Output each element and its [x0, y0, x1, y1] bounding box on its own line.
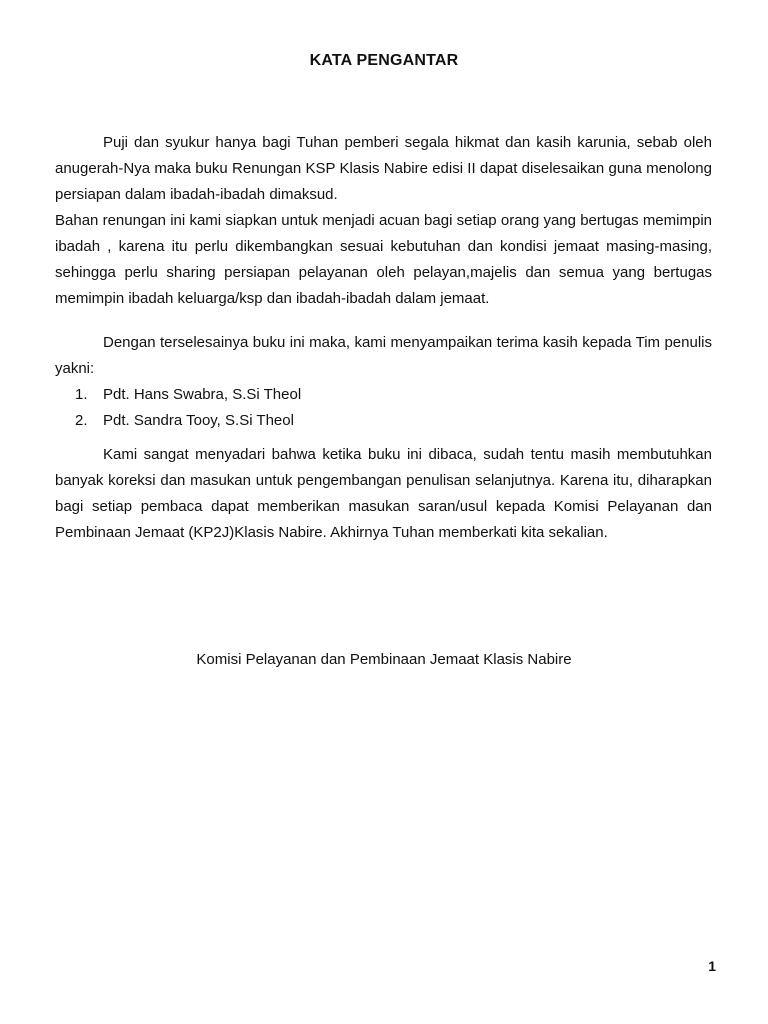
- page-number: 1: [708, 958, 716, 974]
- document-body: [55, 130, 712, 546]
- page-title: KATA PENGANTAR: [309, 52, 459, 69]
- list-item-name: Pdt. Sandra Tooy, S.Si Theol: [103, 412, 294, 429]
- list-item-name: Pdt. Hans Swabra, S.Si Theol: [103, 386, 302, 403]
- paragraph-thanks: Dengan terselesainya buku ini maka, kami menyampaikan terima kasih kepada Tim penulis yakni:: [55, 334, 712, 377]
- list-item-number: 1.: [75, 386, 88, 403]
- paragraph-gap: [55, 312, 712, 330]
- writers-list: [55, 382, 712, 434]
- list-item-number: 2.: [75, 412, 88, 429]
- paragraph-material: Bahan renungan ini kami siapkan untuk menjadi acuan bagi setiap orang yang bertugas memimpin ibadah , karena itu perlu dikembangkan sesuai kebutuhan dan kondisi jemaat masing-masing, sehingga perlu sharing persiapan pelayanan oleh pelayan,majelis dan semua yang bertugas memimpin ibadah keluarga/ksp dan ibadah-ibadah dalam jemaat.: [55, 212, 712, 307]
- list-item: [55, 382, 712, 408]
- paragraph-gap: [55, 434, 712, 442]
- paragraph-feedback: Kami sangat menyadari bahwa ketika buku ini dibaca, sudah tentu masih membutuhkan banyak koreksi dan masukan untuk pengembangan penulisan selanjutnya. Karena itu, diharapkan bagi setiap pembaca dapat memberikan masukan saran/usul kepada Komisi Pelayanan dan Pembinaan Jemaat (KP2J)Klasis Nabire. Akhirnya Tuhan memberkati kita sekalian.: [55, 446, 712, 541]
- list-item: [55, 408, 712, 434]
- closing-signature: Komisi Pelayanan dan Pembinaan Jemaat Klasis Nabire: [196, 651, 572, 668]
- paragraph-opening: Puji dan syukur hanya bagi Tuhan pemberi segala hikmat dan kasih karunia, sebab oleh anugerah-Nya maka buku Renungan KSP Klasis Nabire edisi II dapat diselesaikan guna menolong persiapan dalam ibadah-ibadah dimaksud.: [55, 134, 712, 203]
